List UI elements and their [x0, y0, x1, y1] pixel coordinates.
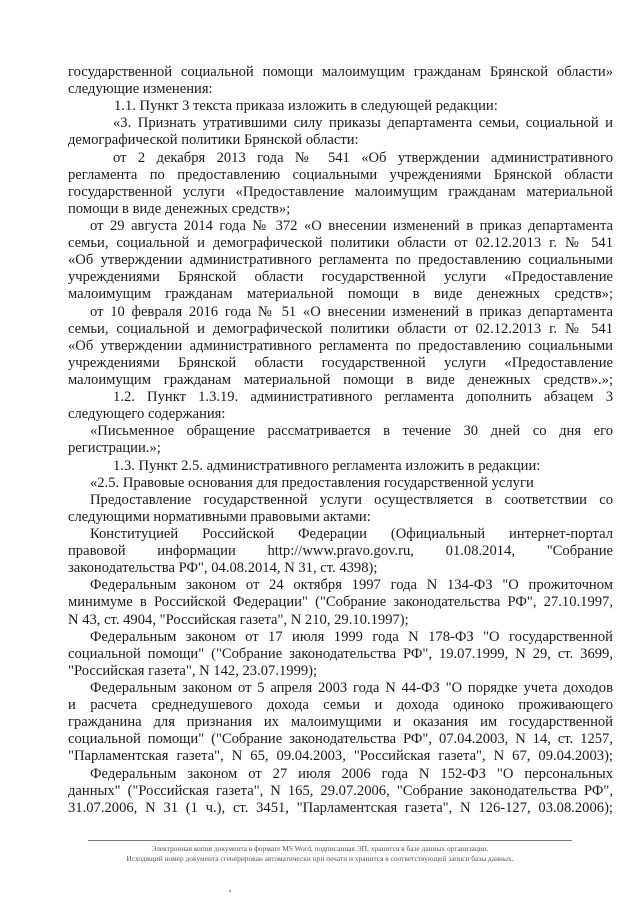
text-line: "Парламентская газета", N 65, 09.04.2003, "Российская газета", N 67, 09.04.2003);	[68, 748, 613, 764]
text-line: «3. Признать утратившими силу приказы департамента семьи, социальной и	[113, 115, 613, 131]
text-line: от 10 февраля 2016 года № 51 «О внесении изменений в приказ департамента	[90, 304, 613, 320]
text-line: социальной помощи" ("Собрание законодательства РФ", 19.07.1999, N 29, ст. 3699,	[68, 646, 613, 662]
text-line: 31.07.2006, N 31 (1 ч.), ст. 3451, "Парламентская газета", N 126-127, 03.08.2006);	[68, 800, 613, 816]
text-line: минимуме в Российской Федерации" ("Собрание законодательства РФ", 27.10.1997,	[68, 594, 613, 610]
text-line: регламента по предоставлению социальными учреждениями Брянской области	[68, 167, 613, 183]
text-line: N 43, ст. 4904, "Российская газета", N 210, 29.10.1997);	[68, 612, 409, 628]
text-line: Федеральным законом от 5 апреля 2003 года N 44-ФЗ "О порядке учета доходов	[90, 680, 613, 696]
text-line: малоимущим гражданам материальной помощи в виде денежных средств».»;	[68, 372, 613, 388]
text-line: семьи, социальной и демографической политики области от 02.12.2013 г. № 541	[68, 235, 613, 251]
text-line: семьи, социальной и демографической политики области от 02.12.2013 г. № 541	[68, 321, 613, 337]
text-line: учреждениями Брянской области государственной услуги «Предоставление	[68, 269, 613, 285]
text-line: следующего содержания:	[68, 406, 226, 422]
text-line: «2.5. Правовые основания для предоставления государственной услуги	[90, 475, 534, 491]
text-line: малоимущим гражданам материальной помощи в виде денежных средств»;	[68, 286, 613, 302]
footer-note-2: Исходящий номер документа сгенерирован автоматически при печати и хранится в соответствующей записи базы данных.	[126, 854, 514, 863]
text-line: 1.3. Пункт 2.5. административного регламента изложить в редакции:	[113, 458, 541, 474]
text-line: от 2 декабря 2013 года № 541 «Об утверждении административного	[113, 150, 613, 166]
text-line: помощи в виде денежных средств»;	[68, 201, 291, 217]
footer-note-1: Электронная копия документа в формате MS Word, подписанная ЭП, хранится в базе данных организации.	[151, 844, 489, 853]
text-line: данных" ("Российская газета", N 165, 29.07.2006, "Собрание законодательства РФ",	[68, 783, 613, 799]
text-line: гражданина для признания их малоимущими и оказания им государственной	[68, 714, 613, 730]
text-line: Федеральным законом от 17 июля 1999 года N 178-ФЗ "О государственной	[90, 629, 613, 645]
text-line: следующими нормативными правовыми актами:	[68, 509, 371, 525]
text-line: регистрации.»;	[68, 440, 161, 456]
text-line: социальной помощи" ("Собрание законодательства РФ", 07.04.2003, N 14, ст. 1257,	[68, 731, 613, 747]
text-line: «Об утверждении административного регламента по предоставлению социальными	[68, 252, 613, 268]
text-line: Конституцией Российской Федерации (Официальный интернет-портал	[90, 526, 613, 542]
text-line: Федеральным законом от 24 октября 1997 года N 134-ФЗ "О прожиточном	[90, 577, 613, 593]
text-line: Предоставление государственной услуги осуществляется в соответствии со	[90, 492, 613, 508]
text-line: «Об утверждении административного регламента по предоставлению социальными	[68, 338, 613, 354]
text-line: 1.2. Пункт 1.3.19. административного регламента дополнить абзацем 3	[113, 389, 613, 405]
text-line: государственной социальной помощи малоимущим гражданам Брянской области»	[68, 64, 613, 80]
text-line: государственной услуги «Предоставление малоимущим гражданам материальной	[68, 184, 613, 200]
text-line: следующие изменения:	[68, 81, 213, 97]
text-line: законодательства РФ", 04.08.2014, N 31, ст. 4398);	[68, 560, 378, 576]
text-line: "Российская газета", N 142, 23.07.1999);	[68, 663, 318, 679]
text-line: от 29 августа 2014 года № 372 «О внесении изменений в приказ департамента	[90, 218, 613, 234]
text-line: правовой информации http://www.pravo.gov.ru, 01.08.2014, "Собрание	[68, 543, 613, 559]
scan-speck	[229, 890, 231, 892]
text-line: 1.1. Пункт 3 текста приказа изложить в следующей редакции:	[114, 98, 498, 114]
text-line: Федеральным законом от 27 июля 2006 года N 152-ФЗ "О персональных	[90, 766, 613, 782]
text-line: и расчета среднедушевого дохода семьи и дохода одиноко проживающего	[68, 697, 613, 713]
text-line: «Письменное обращение рассматривается в течение 30 дней со дня его	[90, 423, 613, 439]
text-line: демографической политики Брянской области:	[68, 132, 359, 148]
text-line: учреждениями Брянской области государственной услуги «Предоставление	[68, 355, 613, 371]
footer-divider	[88, 840, 572, 841]
